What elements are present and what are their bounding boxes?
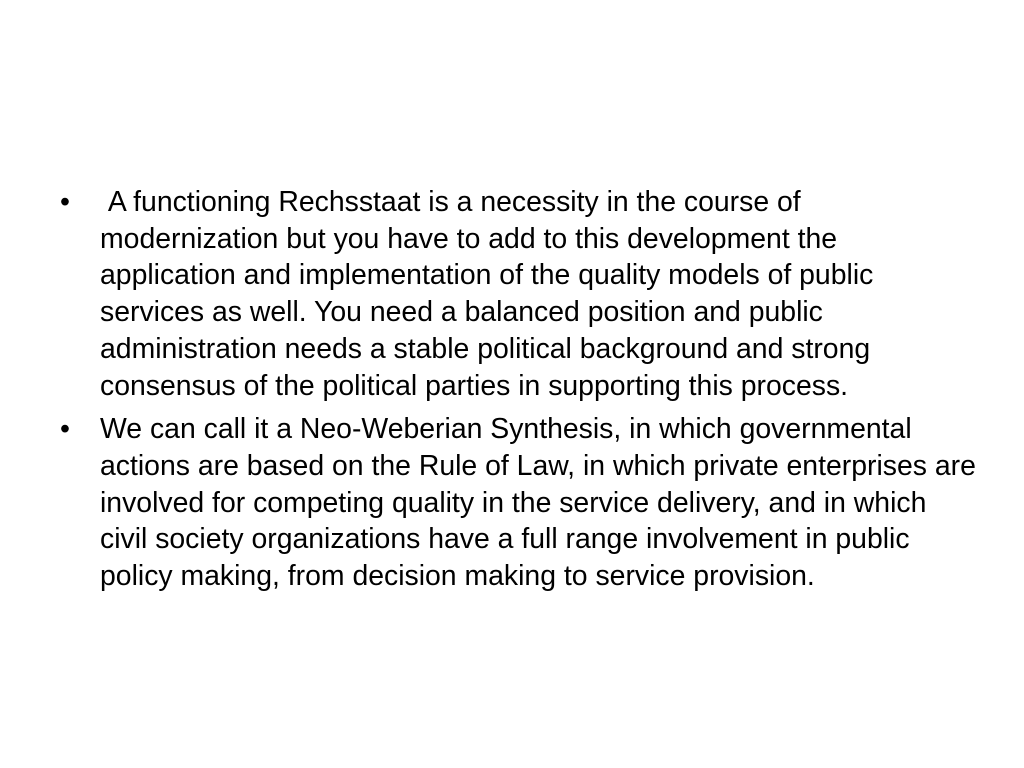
bullet-icon: • (60, 413, 70, 446)
bullet-item-rechtsstaat (60, 184, 980, 404)
bullet-icon: • (60, 186, 70, 218)
bullet-list (60, 184, 980, 602)
bullet-text: A functioning Rechsstaat is a necessity in the course of modernization but you have to add to this development the application and implementation of the quality models of public services as well. You need a balanced position and public administration needs a stable political background and strong consensus of the political parties in supporting this process. (100, 186, 882, 402)
bullet-item-neo-weberian (60, 411, 980, 595)
bullet-text: We can call it a Neo-Weberian Synthesis, in which governmental actions are based on the Rule of Law, in which private enterprises are involved for competing quality in the service delivery, and in which civil society organizations have a full range involvement in public policy making, from decision making to service provision. (100, 413, 976, 593)
